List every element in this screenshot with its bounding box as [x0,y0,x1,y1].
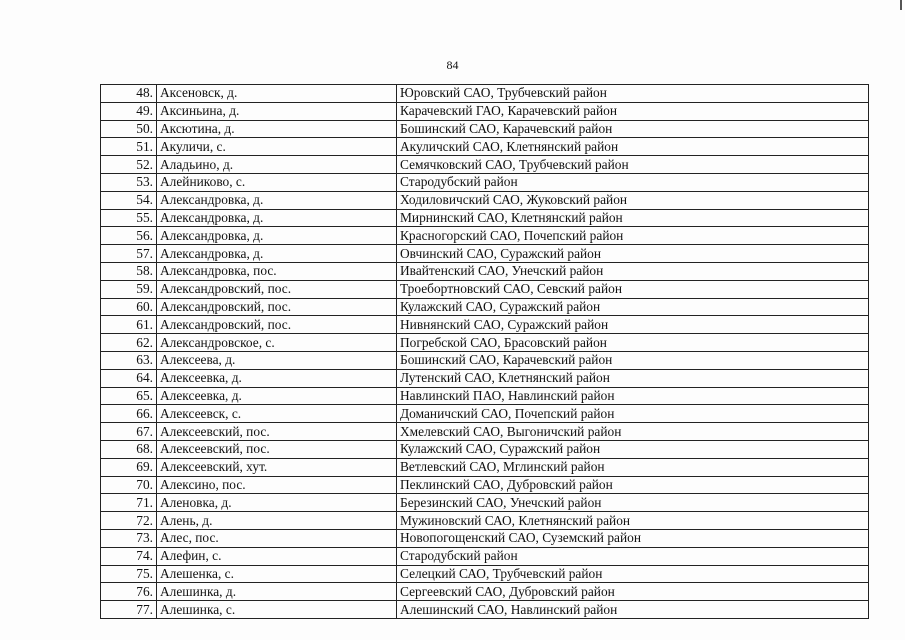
administrative-area-cell: Погребской САО, Брасовский район [397,334,869,352]
table-row [101,102,869,120]
settlement-name-cell: Аксиньина, д. [157,102,397,120]
administrative-area-cell: Кулажский САО, Суражский район [397,298,869,316]
settlements-table [100,84,869,619]
administrative-area-cell: Нивнянский САО, Суражский район [397,316,869,334]
table-row [101,334,869,352]
table-row [101,387,869,405]
settlement-name-cell: Аленовка, д. [157,494,397,512]
settlement-name-cell: Алексеевский, пос. [157,440,397,458]
settlement-name-cell: Алексеевск, с. [157,405,397,423]
table-row [101,547,869,565]
administrative-area-cell: Пеклинский САО, Дубровский район [397,476,869,494]
settlement-name-cell: Александровка, д. [157,209,397,227]
administrative-area-cell: Кулажский САО, Суражский район [397,440,869,458]
administrative-area-cell: Навлинский ПАО, Навлинский район [397,387,869,405]
table-row [101,529,869,547]
table-row [101,583,869,601]
settlement-name-cell: Алефин, с. [157,547,397,565]
administrative-area-cell: Семячковский САО, Трубчевский район [397,156,869,174]
settlement-name-cell: Алешинка, с. [157,601,397,619]
administrative-area-cell: Хмелевский САО, Выгоничский район [397,423,869,441]
administrative-area-cell: Мужиновский САО, Клетнянский район [397,512,869,530]
settlement-name-cell: Аксеновск, д. [157,85,397,103]
row-number-cell: 64. [101,369,157,387]
settlement-name-cell: Алексеевский, пос. [157,423,397,441]
administrative-area-cell: Ходиловичский САО, Жуковский район [397,191,869,209]
row-number-cell: 72. [101,512,157,530]
settlement-name-cell: Александровский, пос. [157,298,397,316]
scan-edge-mark [900,0,902,10]
row-number-cell: 56. [101,227,157,245]
settlement-name-cell: Алексино, пос. [157,476,397,494]
settlement-name-cell: Алексеевский, хут. [157,458,397,476]
administrative-area-cell: Акуличский САО, Клетнянский район [397,138,869,156]
administrative-area-cell: Мирнинский САО, Клетнянский район [397,209,869,227]
row-number-cell: 48. [101,85,157,103]
row-number-cell: 49. [101,102,157,120]
table-row [101,405,869,423]
row-number-cell: 70. [101,476,157,494]
row-number-cell: 62. [101,334,157,352]
table-row [101,351,869,369]
row-number-cell: 61. [101,316,157,334]
row-number-cell: 63. [101,351,157,369]
table-row [101,369,869,387]
settlement-name-cell: Алексеевка, д. [157,369,397,387]
settlement-name-cell: Александровский, пос. [157,280,397,298]
table-row [101,565,869,583]
row-number-cell: 52. [101,156,157,174]
table-row [101,601,869,619]
row-number-cell: 55. [101,209,157,227]
table-row [101,476,869,494]
administrative-area-cell: Алешинский САО, Навлинский район [397,601,869,619]
administrative-area-cell: Березинский САО, Унечский район [397,494,869,512]
settlement-name-cell: Алексеевка, д. [157,387,397,405]
administrative-area-cell: Лутенский САО, Клетнянский район [397,369,869,387]
administrative-area-cell: Стародубский район [397,173,869,191]
settlement-name-cell: Акуличи, с. [157,138,397,156]
settlement-name-cell: Александровка, пос. [157,262,397,280]
table-row [101,423,869,441]
row-number-cell: 71. [101,494,157,512]
row-number-cell: 50. [101,120,157,138]
table-row [101,120,869,138]
administrative-area-cell: Ветлевский САО, Мглинский район [397,458,869,476]
row-number-cell: 68. [101,440,157,458]
row-number-cell: 74. [101,547,157,565]
row-number-cell: 58. [101,262,157,280]
row-number-cell: 67. [101,423,157,441]
administrative-area-cell: Овчинский САО, Суражский район [397,245,869,263]
settlement-name-cell: Алексеева, д. [157,351,397,369]
administrative-area-cell: Доманичский САО, Почепский район [397,405,869,423]
row-number-cell: 76. [101,583,157,601]
table-row [101,298,869,316]
settlement-name-cell: Аладьино, д. [157,156,397,174]
table-row [101,85,869,103]
settlement-name-cell: Александровское, с. [157,334,397,352]
table-row [101,138,869,156]
row-number-cell: 59. [101,280,157,298]
settlement-name-cell: Алейниково, с. [157,173,397,191]
table-row [101,245,869,263]
settlement-name-cell: Александровка, д. [157,245,397,263]
table-row [101,191,869,209]
table-row [101,227,869,245]
settlement-name-cell: Алень, д. [157,512,397,530]
administrative-area-cell: Бошинский САО, Карачевский район [397,120,869,138]
table-row [101,280,869,298]
row-number-cell: 69. [101,458,157,476]
settlements-table-body [101,85,869,619]
administrative-area-cell: Новопогощенский САО, Суземский район [397,529,869,547]
administrative-area-cell: Карачевский ГАО, Карачевский район [397,102,869,120]
page-number: 84 [446,58,459,72]
row-number-cell: 53. [101,173,157,191]
table-row [101,156,869,174]
settlement-name-cell: Алешинка, д. [157,583,397,601]
row-number-cell: 57. [101,245,157,263]
row-number-cell: 77. [101,601,157,619]
settlement-name-cell: Александровский, пос. [157,316,397,334]
row-number-cell: 75. [101,565,157,583]
row-number-cell: 51. [101,138,157,156]
table-row [101,316,869,334]
row-number-cell: 66. [101,405,157,423]
settlement-name-cell: Аксютина, д. [157,120,397,138]
row-number-cell: 73. [101,529,157,547]
administrative-area-cell: Сергеевский САО, Дубровский район [397,583,869,601]
settlement-name-cell: Александровка, д. [157,227,397,245]
administrative-area-cell: Ивайтенский САО, Унечский район [397,262,869,280]
table-row [101,458,869,476]
table-row [101,173,869,191]
table-row [101,262,869,280]
administrative-area-cell: Селецкий САО, Трубчевский район [397,565,869,583]
administrative-area-cell: Юровский САО, Трубчевский район [397,85,869,103]
row-number-cell: 54. [101,191,157,209]
settlement-name-cell: Алес, пос. [157,529,397,547]
table-row [101,209,869,227]
table-row [101,440,869,458]
row-number-cell: 65. [101,387,157,405]
row-number-cell: 60. [101,298,157,316]
administrative-area-cell: Троебортновский САО, Севский район [397,280,869,298]
settlement-name-cell: Алешенка, с. [157,565,397,583]
administrative-area-cell: Стародубский район [397,547,869,565]
settlement-name-cell: Александровка, д. [157,191,397,209]
table-row [101,494,869,512]
administrative-area-cell: Бошинский САО, Карачевский район [397,351,869,369]
table-row [101,512,869,530]
administrative-area-cell: Красногорский САО, Почепский район [397,227,869,245]
